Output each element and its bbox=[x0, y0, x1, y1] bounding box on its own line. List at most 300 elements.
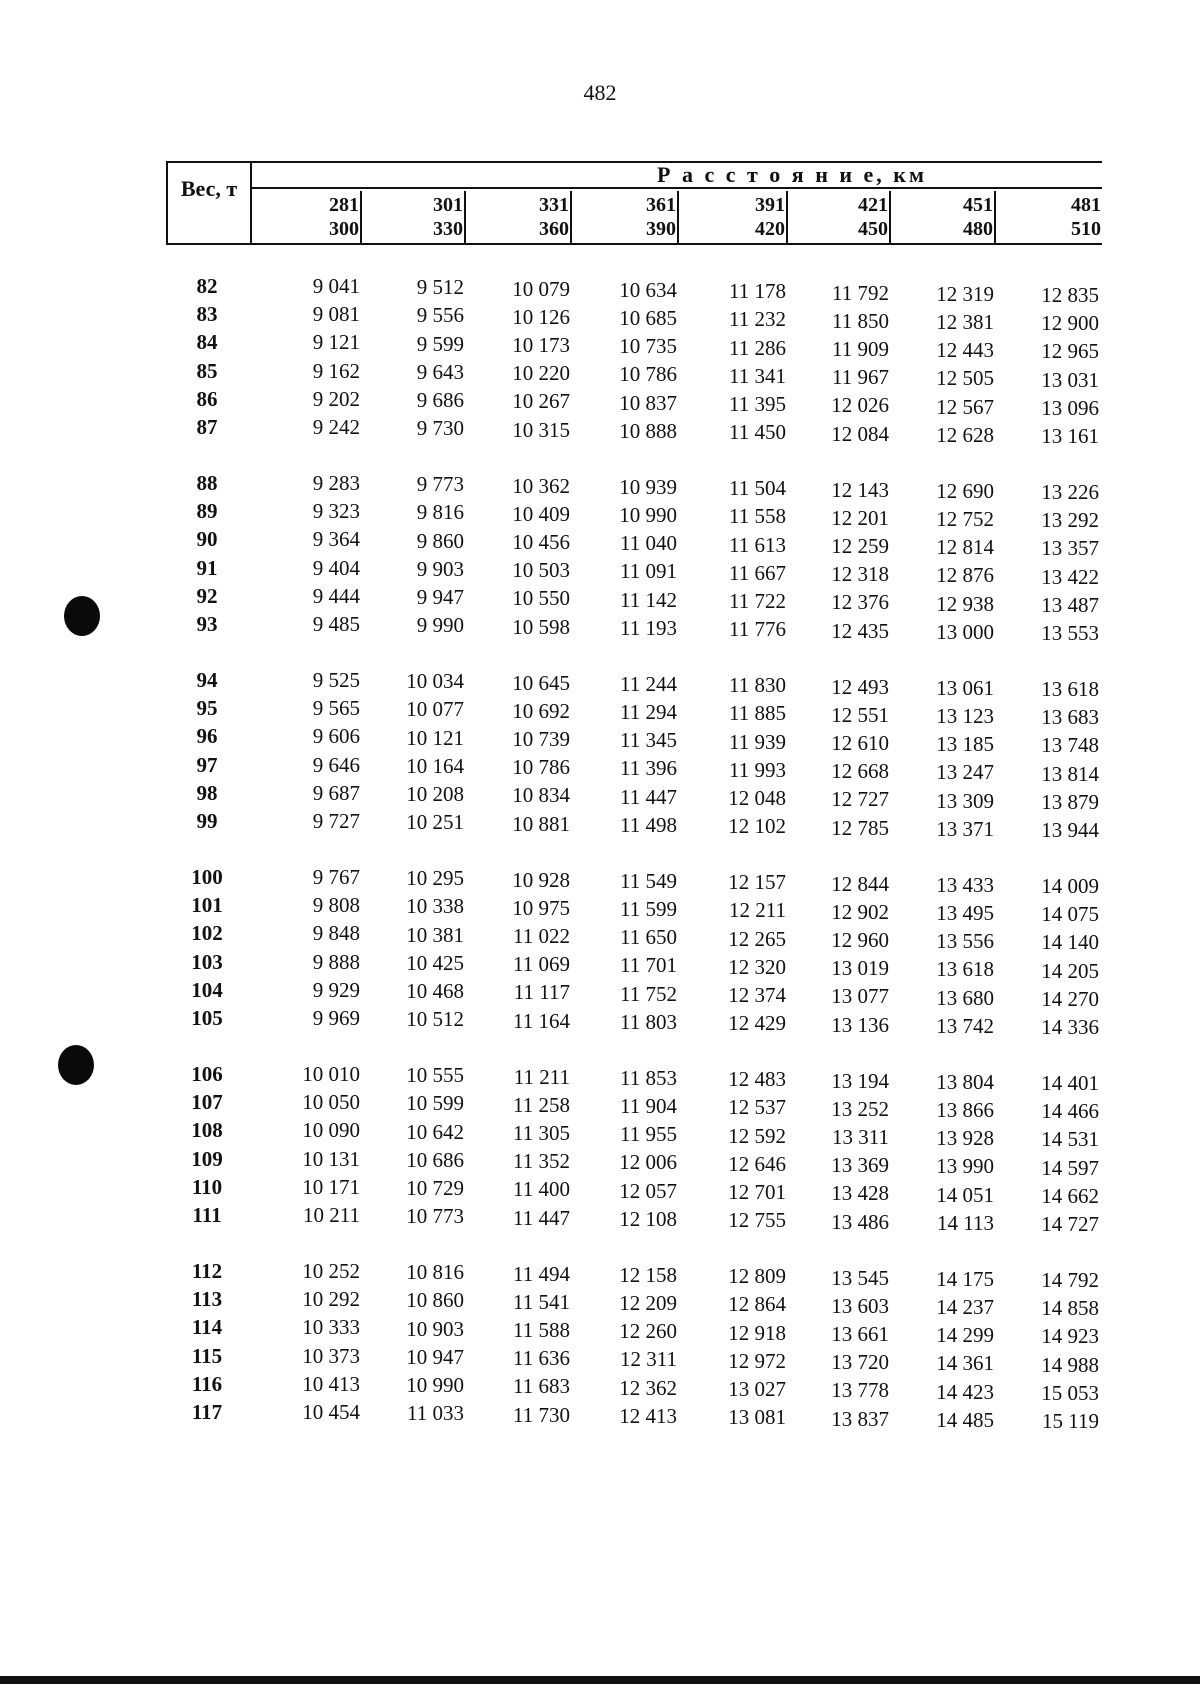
weight-cell: 112 bbox=[191, 1259, 223, 1283]
value-cell: 13 495 bbox=[936, 900, 994, 925]
value-cell: 11 955 bbox=[620, 1122, 677, 1147]
value-cell: 12 701 bbox=[728, 1179, 786, 1204]
value-cell: 11 396 bbox=[620, 756, 677, 781]
value-cell: 10 550 bbox=[512, 586, 570, 611]
value-cell: 10 928 bbox=[512, 867, 570, 892]
value-cell: 11 258 bbox=[513, 1092, 570, 1117]
value-cell: 10 292 bbox=[302, 1287, 360, 1312]
value-cell: 11 211 bbox=[513, 1064, 570, 1089]
value-cell: 10 645 bbox=[512, 670, 570, 695]
value-cell: 11 244 bbox=[620, 671, 677, 696]
value-cell: 11 178 bbox=[729, 279, 786, 304]
value-cell: 11 683 bbox=[513, 1374, 570, 1399]
table-row bbox=[0, 1287, 1200, 1321]
value-cell: 10 735 bbox=[619, 334, 677, 359]
weight-column-header: Вес, т bbox=[168, 163, 252, 243]
value-cell: 10 208 bbox=[406, 782, 464, 807]
value-cell: 11 909 bbox=[832, 336, 889, 361]
value-cell: 10 555 bbox=[406, 1063, 464, 1088]
value-cell: 9 404 bbox=[312, 555, 360, 580]
table-row bbox=[0, 471, 1200, 505]
value-cell: 13 031 bbox=[1041, 367, 1099, 392]
value-cell: 10 786 bbox=[512, 755, 570, 780]
range-to: 360 bbox=[539, 218, 569, 240]
value-cell: 13 027 bbox=[728, 1376, 786, 1401]
weight-cell: 104 bbox=[191, 977, 223, 1002]
table-row bbox=[0, 865, 1200, 899]
value-cell: 14 662 bbox=[1041, 1183, 1099, 1208]
table-row bbox=[0, 386, 1200, 420]
value-cell: 12 505 bbox=[936, 366, 994, 391]
value-cell: 9 929 bbox=[312, 977, 360, 1002]
value-cell: 10 837 bbox=[619, 390, 677, 415]
value-cell: 10 295 bbox=[406, 866, 464, 891]
weight-cell: 97 bbox=[196, 752, 218, 777]
value-cell: 12 918 bbox=[728, 1320, 786, 1345]
value-cell: 9 121 bbox=[312, 330, 360, 355]
range-from: 421 bbox=[858, 194, 888, 216]
value-cell: 9 773 bbox=[416, 472, 464, 497]
value-cell: 14 401 bbox=[1041, 1071, 1099, 1096]
value-cell: 10 729 bbox=[406, 1176, 464, 1201]
value-cell: 13 000 bbox=[936, 619, 994, 644]
weight-cell: 105 bbox=[191, 1006, 223, 1030]
value-cell: 11 599 bbox=[620, 897, 677, 922]
value-cell: 12 259 bbox=[831, 533, 889, 558]
value-cell: 14 140 bbox=[1041, 930, 1099, 955]
value-cell: 13 944 bbox=[1041, 818, 1099, 843]
table-row bbox=[0, 809, 1200, 843]
value-cell: 10 888 bbox=[619, 418, 677, 443]
distance-range-header bbox=[466, 191, 572, 243]
value-cell: 12 844 bbox=[831, 871, 889, 896]
value-cell: 11 447 bbox=[620, 784, 677, 809]
table-row bbox=[0, 752, 1200, 786]
value-cell: 12 864 bbox=[728, 1292, 786, 1317]
value-cell: 13 371 bbox=[936, 816, 994, 841]
weight-cell: 106 bbox=[191, 1062, 223, 1086]
table-row bbox=[0, 668, 1200, 702]
value-cell: 13 077 bbox=[831, 984, 889, 1009]
value-cell: 9 816 bbox=[416, 500, 464, 525]
value-cell: 11 752 bbox=[620, 981, 677, 1006]
value-cell: 10 860 bbox=[406, 1288, 464, 1313]
value-cell: 13 814 bbox=[1041, 761, 1099, 786]
value-cell: 14 597 bbox=[1041, 1155, 1099, 1180]
table-row bbox=[0, 274, 1200, 308]
value-cell: 10 121 bbox=[406, 725, 464, 750]
value-cell: 13 357 bbox=[1041, 536, 1099, 561]
value-cell: 11 294 bbox=[620, 700, 677, 725]
value-cell: 11 722 bbox=[729, 588, 786, 613]
value-cell: 9 888 bbox=[312, 949, 360, 974]
value-cell: 9 727 bbox=[312, 809, 360, 833]
value-cell: 13 226 bbox=[1041, 480, 1099, 505]
value-cell: 11 447 bbox=[513, 1205, 570, 1230]
weight-cell: 82 bbox=[196, 274, 218, 298]
value-cell: 12 157 bbox=[728, 870, 786, 895]
value-cell: 11 033 bbox=[407, 1401, 464, 1426]
value-cell: 11 803 bbox=[620, 1009, 677, 1034]
weight-cell: 107 bbox=[191, 1090, 223, 1115]
value-cell: 14 205 bbox=[1041, 958, 1099, 983]
value-cell: 14 485 bbox=[936, 1407, 994, 1432]
value-cell: 11 193 bbox=[620, 615, 677, 640]
value-cell: 11 939 bbox=[729, 729, 786, 754]
value-cell: 13 748 bbox=[1041, 733, 1099, 758]
value-cell: 10 881 bbox=[512, 811, 570, 836]
table-row bbox=[0, 527, 1200, 561]
value-cell: 14 923 bbox=[1041, 1324, 1099, 1349]
value-cell: 14 009 bbox=[1041, 874, 1099, 899]
value-cell: 12 876 bbox=[936, 563, 994, 588]
value-cell: 11 588 bbox=[513, 1317, 570, 1342]
table-row bbox=[0, 1090, 1200, 1124]
value-cell: 10 786 bbox=[619, 362, 677, 387]
value-cell: 13 742 bbox=[936, 1013, 994, 1038]
weight-cell: 93 bbox=[196, 612, 218, 636]
weight-cell: 83 bbox=[196, 302, 218, 327]
weight-cell: 91 bbox=[196, 555, 218, 580]
range-from: 391 bbox=[755, 194, 785, 216]
weight-cell: 90 bbox=[196, 527, 218, 552]
value-cell: 14 336 bbox=[1041, 1015, 1099, 1040]
value-cell: 9 599 bbox=[416, 331, 464, 356]
value-cell: 10 773 bbox=[406, 1204, 464, 1229]
value-cell: 14 988 bbox=[1041, 1352, 1099, 1377]
value-cell: 12 785 bbox=[831, 815, 889, 840]
table-row bbox=[0, 696, 1200, 730]
value-cell: 11 504 bbox=[729, 476, 786, 501]
value-cell: 13 680 bbox=[936, 985, 994, 1010]
value-cell: 10 077 bbox=[406, 697, 464, 722]
value-cell: 11 142 bbox=[620, 587, 677, 612]
value-cell: 10 425 bbox=[406, 950, 464, 975]
value-cell: 13 618 bbox=[1041, 677, 1099, 702]
value-cell: 9 323 bbox=[312, 499, 360, 524]
value-cell: 11 650 bbox=[620, 925, 677, 950]
value-cell: 11 498 bbox=[620, 812, 677, 837]
weight-cell: 99 bbox=[196, 809, 218, 833]
distance-range-header bbox=[252, 191, 362, 243]
value-cell: 13 683 bbox=[1041, 705, 1099, 730]
value-cell: 10 456 bbox=[512, 529, 570, 554]
table-row bbox=[0, 358, 1200, 392]
value-cell: 10 975 bbox=[512, 895, 570, 920]
value-cell: 9 606 bbox=[312, 724, 360, 749]
value-cell: 12 143 bbox=[831, 477, 889, 502]
value-cell: 12 727 bbox=[831, 787, 889, 812]
weight-cell: 113 bbox=[191, 1287, 223, 1312]
value-cell: 10 171 bbox=[302, 1174, 360, 1199]
table-row bbox=[0, 1146, 1200, 1180]
value-cell: 12 048 bbox=[728, 785, 786, 810]
value-cell: 9 686 bbox=[416, 388, 464, 413]
value-cell: 12 006 bbox=[619, 1150, 677, 1175]
value-cell: 12 265 bbox=[728, 926, 786, 951]
value-cell: 11 613 bbox=[729, 532, 786, 557]
range-to: 480 bbox=[963, 218, 993, 240]
table-row bbox=[0, 1343, 1200, 1377]
weight-cell: 84 bbox=[196, 330, 218, 355]
value-cell: 15 053 bbox=[1041, 1380, 1099, 1405]
value-cell: 12 026 bbox=[831, 393, 889, 418]
value-cell: 9 525 bbox=[312, 668, 360, 692]
table-row bbox=[0, 1006, 1200, 1040]
value-cell: 12 567 bbox=[936, 394, 994, 419]
value-cell: 13 778 bbox=[831, 1378, 889, 1403]
value-cell: 12 102 bbox=[728, 814, 786, 839]
value-cell: 12 690 bbox=[936, 478, 994, 503]
weight-cell: 111 bbox=[192, 1203, 222, 1227]
value-cell: 10 939 bbox=[619, 474, 677, 499]
value-cell: 10 373 bbox=[302, 1343, 360, 1368]
value-cell: 14 113 bbox=[937, 1210, 994, 1235]
weight-cell: 87 bbox=[196, 415, 218, 439]
table-row bbox=[0, 1174, 1200, 1208]
value-cell: 10 739 bbox=[512, 726, 570, 751]
value-cell: 13 990 bbox=[936, 1154, 994, 1179]
range-to: 420 bbox=[755, 218, 785, 240]
value-cell: 12 628 bbox=[936, 422, 994, 447]
value-cell: 9 808 bbox=[312, 893, 360, 918]
value-cell: 14 051 bbox=[936, 1182, 994, 1207]
value-cell: 14 792 bbox=[1041, 1268, 1099, 1293]
value-cell: 10 211 bbox=[303, 1203, 360, 1227]
value-cell: 13 866 bbox=[936, 1097, 994, 1122]
table-row bbox=[0, 921, 1200, 955]
value-cell: 12 084 bbox=[831, 421, 889, 446]
value-cell: 14 237 bbox=[936, 1294, 994, 1319]
value-cell: 12 755 bbox=[728, 1208, 786, 1233]
value-cell: 10 834 bbox=[512, 783, 570, 808]
range-from: 281 bbox=[329, 194, 359, 216]
value-cell: 11 352 bbox=[513, 1149, 570, 1174]
value-cell: 9 565 bbox=[312, 696, 360, 721]
value-cell: 12 435 bbox=[831, 618, 889, 643]
value-cell: 11 549 bbox=[620, 868, 677, 893]
value-cell: 9 646 bbox=[312, 752, 360, 777]
weight-cell: 108 bbox=[191, 1118, 223, 1143]
value-cell: 13 804 bbox=[936, 1069, 994, 1094]
table-row bbox=[0, 1203, 1200, 1237]
weight-cell: 117 bbox=[191, 1400, 223, 1424]
value-cell: 10 503 bbox=[512, 558, 570, 583]
value-cell: 11 636 bbox=[513, 1346, 570, 1371]
value-cell: 10 010 bbox=[302, 1062, 360, 1086]
weight-cell: 109 bbox=[191, 1146, 223, 1171]
value-cell: 9 485 bbox=[312, 612, 360, 636]
value-cell: 10 947 bbox=[406, 1344, 464, 1369]
value-cell: 10 454 bbox=[302, 1400, 360, 1424]
value-cell: 10 315 bbox=[512, 417, 570, 442]
value-cell: 11 558 bbox=[729, 504, 786, 529]
table-row bbox=[0, 1400, 1200, 1434]
value-cell: 10 413 bbox=[302, 1371, 360, 1396]
range-from: 361 bbox=[646, 194, 676, 216]
value-cell: 12 443 bbox=[936, 338, 994, 363]
table-row bbox=[0, 1259, 1200, 1293]
value-cell: 13 185 bbox=[936, 732, 994, 757]
value-cell: 11 541 bbox=[513, 1289, 570, 1314]
value-cell: 13 553 bbox=[1041, 621, 1099, 646]
value-cell: 11 091 bbox=[620, 559, 677, 584]
value-cell: 13 428 bbox=[831, 1181, 889, 1206]
value-cell: 12 319 bbox=[936, 281, 994, 306]
value-cell: 12 551 bbox=[831, 702, 889, 727]
value-cell: 10 685 bbox=[619, 306, 677, 331]
value-cell: 12 311 bbox=[620, 1347, 677, 1372]
value-cell: 12 965 bbox=[1041, 339, 1099, 364]
value-cell: 13 618 bbox=[936, 957, 994, 982]
value-cell: 14 727 bbox=[1041, 1212, 1099, 1237]
value-cell: 11 853 bbox=[620, 1065, 677, 1090]
value-cell: 13 252 bbox=[831, 1096, 889, 1121]
value-cell: 10 598 bbox=[512, 614, 570, 639]
value-cell: 10 050 bbox=[302, 1090, 360, 1115]
value-cell: 11 904 bbox=[620, 1094, 677, 1119]
value-cell: 11 792 bbox=[832, 280, 889, 305]
value-cell: 11 450 bbox=[729, 420, 786, 445]
value-cell: 14 531 bbox=[1041, 1127, 1099, 1152]
value-cell: 10 686 bbox=[406, 1147, 464, 1172]
value-cell: 12 835 bbox=[1041, 283, 1099, 308]
value-cell: 12 960 bbox=[831, 927, 889, 952]
value-cell: 11 022 bbox=[513, 923, 570, 948]
value-cell: 10 468 bbox=[406, 979, 464, 1004]
distance-range-header bbox=[362, 191, 466, 243]
distance-range-header bbox=[788, 191, 891, 243]
value-cell: 12 201 bbox=[831, 505, 889, 530]
table-row bbox=[0, 330, 1200, 364]
value-cell: 14 423 bbox=[936, 1379, 994, 1404]
value-cell: 12 809 bbox=[728, 1264, 786, 1289]
value-cell: 12 483 bbox=[728, 1067, 786, 1092]
value-cell: 10 990 bbox=[406, 1373, 464, 1398]
value-cell: 13 720 bbox=[831, 1350, 889, 1375]
weight-cell: 116 bbox=[191, 1371, 223, 1396]
value-cell: 11 667 bbox=[729, 560, 786, 585]
value-cell: 15 119 bbox=[1042, 1409, 1099, 1434]
value-cell: 13 247 bbox=[936, 760, 994, 785]
value-cell: 12 938 bbox=[936, 591, 994, 616]
table-row bbox=[0, 1062, 1200, 1096]
weight-cell: 101 bbox=[191, 893, 223, 918]
value-cell: 10 692 bbox=[512, 698, 570, 723]
value-cell: 9 990 bbox=[416, 613, 464, 638]
weight-cell: 86 bbox=[196, 386, 218, 411]
value-cell: 13 928 bbox=[936, 1126, 994, 1151]
value-cell: 13 422 bbox=[1041, 564, 1099, 589]
value-cell: 9 730 bbox=[416, 416, 464, 441]
value-cell: 13 136 bbox=[831, 1012, 889, 1037]
value-cell: 10 131 bbox=[302, 1146, 360, 1171]
value-cell: 11 286 bbox=[729, 335, 786, 360]
weight-cell: 95 bbox=[196, 696, 218, 721]
value-cell: 11 341 bbox=[729, 363, 786, 388]
value-cell: 14 858 bbox=[1041, 1296, 1099, 1321]
range-to: 390 bbox=[646, 218, 676, 240]
value-cell: 11 730 bbox=[513, 1402, 570, 1427]
value-cell: 11 701 bbox=[620, 953, 677, 978]
value-cell: 13 123 bbox=[936, 703, 994, 728]
distance-range-header bbox=[679, 191, 788, 243]
range-from: 451 bbox=[963, 194, 993, 216]
value-cell: 10 409 bbox=[512, 501, 570, 526]
value-cell: 9 643 bbox=[416, 359, 464, 384]
distance-range-header bbox=[572, 191, 679, 243]
value-cell: 13 292 bbox=[1041, 508, 1099, 533]
value-cell: 9 444 bbox=[312, 583, 360, 608]
table-row bbox=[0, 780, 1200, 814]
value-cell: 11 830 bbox=[729, 673, 786, 698]
value-cell: 12 260 bbox=[619, 1319, 677, 1344]
range-to: 330 bbox=[433, 218, 463, 240]
table-row bbox=[0, 893, 1200, 927]
value-cell: 12 362 bbox=[619, 1375, 677, 1400]
value-cell: 12 493 bbox=[831, 674, 889, 699]
value-cell: 12 752 bbox=[936, 506, 994, 531]
value-cell: 13 433 bbox=[936, 872, 994, 897]
range-to: 450 bbox=[858, 218, 888, 240]
value-cell: 13 061 bbox=[936, 675, 994, 700]
value-cell: 12 108 bbox=[619, 1206, 677, 1231]
table-row bbox=[0, 302, 1200, 336]
value-cell: 12 972 bbox=[728, 1348, 786, 1373]
value-cell: 10 251 bbox=[406, 810, 464, 835]
value-cell: 9 041 bbox=[312, 274, 360, 298]
table-row bbox=[0, 977, 1200, 1011]
value-cell: 11 776 bbox=[729, 617, 786, 642]
value-cell: 13 161 bbox=[1041, 424, 1099, 449]
scan-edge bbox=[0, 1676, 1200, 1684]
value-cell: 9 848 bbox=[312, 921, 360, 946]
value-cell: 10 173 bbox=[512, 332, 570, 357]
value-cell: 9 081 bbox=[312, 302, 360, 327]
table-row bbox=[0, 1315, 1200, 1349]
value-cell: 9 860 bbox=[416, 528, 464, 553]
table-header bbox=[166, 161, 1102, 245]
value-cell: 12 057 bbox=[619, 1178, 677, 1203]
value-cell: 10 252 bbox=[302, 1259, 360, 1283]
value-cell: 14 270 bbox=[1041, 986, 1099, 1011]
table-row bbox=[0, 949, 1200, 983]
value-cell: 12 537 bbox=[728, 1095, 786, 1120]
value-cell: 11 164 bbox=[513, 1008, 570, 1033]
value-cell: 12 320 bbox=[728, 954, 786, 979]
value-cell: 11 400 bbox=[513, 1177, 570, 1202]
value-cell: 11 117 bbox=[513, 980, 570, 1005]
value-cell: 14 299 bbox=[936, 1323, 994, 1348]
value-cell: 9 202 bbox=[312, 386, 360, 411]
table-row bbox=[0, 415, 1200, 449]
value-cell: 10 126 bbox=[512, 304, 570, 329]
value-cell: 12 381 bbox=[936, 309, 994, 334]
value-cell: 13 309 bbox=[936, 788, 994, 813]
table-row bbox=[0, 583, 1200, 617]
value-cell: 14 175 bbox=[936, 1266, 994, 1291]
value-cell: 10 090 bbox=[302, 1118, 360, 1143]
value-cell: 14 466 bbox=[1041, 1099, 1099, 1124]
value-cell: 12 209 bbox=[619, 1291, 677, 1316]
value-cell: 13 603 bbox=[831, 1293, 889, 1318]
table-row bbox=[0, 499, 1200, 533]
value-cell: 9 162 bbox=[312, 358, 360, 383]
range-from: 301 bbox=[433, 194, 463, 216]
value-cell: 12 429 bbox=[728, 1011, 786, 1036]
distance-range-header bbox=[996, 191, 1102, 243]
value-cell: 9 903 bbox=[416, 556, 464, 581]
